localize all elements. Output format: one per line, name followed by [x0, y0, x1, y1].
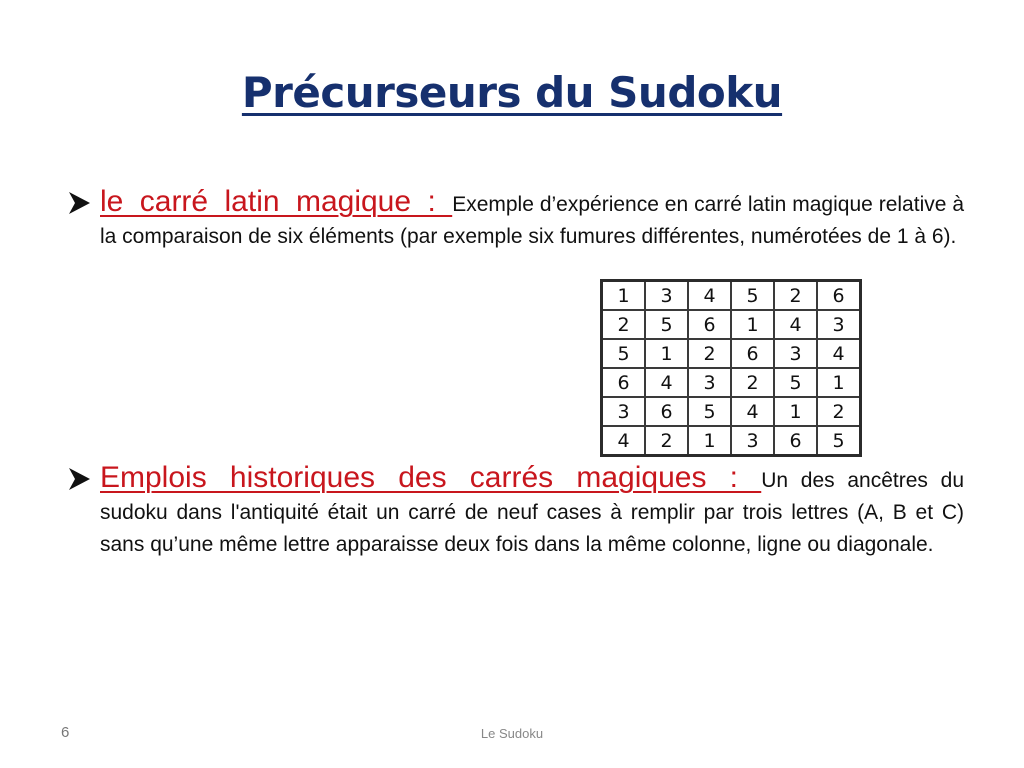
table-row: [602, 339, 861, 368]
table-row: [602, 426, 861, 456]
table-cell: 3: [602, 397, 646, 426]
footer-text: Le Sudoku: [480, 726, 544, 741]
table-cell: 5: [645, 310, 688, 339]
table-cell: 2: [817, 397, 861, 426]
table-cell: 2: [602, 310, 646, 339]
bullet-heading: le carré latin magique :: [100, 185, 453, 218]
table-cell: 2: [645, 426, 688, 456]
table-row: [602, 281, 861, 311]
bullet-latin-square: [66, 186, 964, 253]
table-cell: 4: [731, 397, 774, 426]
bullet-body: Exemple d’expérience en carré latin magique relative à la comparaison de six éléments (par exemple six fumures différentes, numérotées de 1 à 6).: [100, 193, 965, 248]
table-cell: 4: [817, 339, 861, 368]
table-cell: 4: [602, 426, 646, 456]
table-cell: 4: [688, 281, 731, 311]
table-cell: 1: [817, 368, 861, 397]
arrow-bullet-icon: [66, 466, 92, 492]
table-cell: 5: [731, 281, 774, 311]
table-cell: 4: [645, 368, 688, 397]
table-cell: 2: [688, 339, 731, 368]
table-cell: 4: [774, 310, 817, 339]
table-row: [602, 310, 861, 339]
table-cell: 5: [774, 368, 817, 397]
table-cell: 6: [645, 397, 688, 426]
table-cell: 3: [731, 426, 774, 456]
table-row: [602, 368, 861, 397]
table-cell: 6: [731, 339, 774, 368]
table-cell: 6: [774, 426, 817, 456]
table-cell: 5: [688, 397, 731, 426]
bullet-historical-uses: [66, 462, 964, 561]
table-cell: 3: [688, 368, 731, 397]
table-cell: 6: [817, 281, 861, 311]
table-cell: 1: [774, 397, 817, 426]
table-cell: 5: [602, 339, 646, 368]
table-cell: 1: [645, 339, 688, 368]
table-cell: 2: [774, 281, 817, 311]
bullet-heading: Emplois historiques des carrés magiques :: [100, 461, 762, 494]
table-cell: 5: [817, 426, 861, 456]
table-cell: 1: [602, 281, 646, 311]
slide-title: Précurseurs du Sudoku: [241, 68, 783, 117]
table-cell: 3: [817, 310, 861, 339]
table-cell: 3: [774, 339, 817, 368]
bullet-text: [100, 462, 964, 561]
latin-square-table: [600, 279, 862, 457]
table-cell: 1: [731, 310, 774, 339]
page-number: 6: [61, 724, 70, 741]
table-cell: 6: [688, 310, 731, 339]
table-cell: 2: [731, 368, 774, 397]
bullet-body: Un des ancêtres du sudoku dans l'antiquité était un carré de neuf cases à remplir par trois lettres (A, B et C) sans qu’une même lettre apparaisse deux fois dans la même colonne, ligne ou diagonale.: [100, 469, 965, 556]
table-cell: 3: [645, 281, 688, 311]
bullet-text: [100, 186, 964, 253]
table-cell: 1: [688, 426, 731, 456]
arrow-bullet-icon: [66, 190, 92, 216]
table-cell: 6: [602, 368, 646, 397]
table-row: [602, 397, 861, 426]
